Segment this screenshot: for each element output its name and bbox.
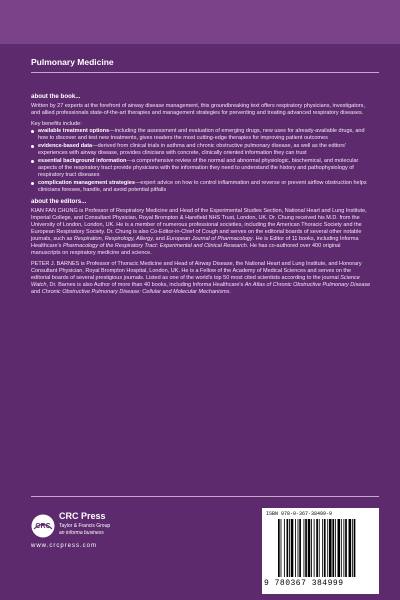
barcode-panel (262, 508, 379, 594)
barcode-number: 9 780367 384999 (264, 579, 344, 588)
benefit-term: evidence-based data (38, 143, 93, 149)
benefits-intro: Key benefits include: (31, 121, 82, 127)
about-book-heading: about the book... (31, 93, 81, 100)
benefit-term: complication management strategies (38, 180, 135, 186)
editor-bio-chung (31, 208, 371, 257)
bio-text: . He has co-authored over 400 original manuscripts on respiratory medicine and science. (31, 243, 341, 256)
benefit-text: —expert advice on how to control inflammation and reverse or prevent airflow obstruction helps clinicians foresee, handle, and avoid potential pitfalls (38, 180, 367, 193)
barcode-icon (278, 519, 375, 577)
journal-titles: Respiration, Respirology, Allergy, (73, 236, 155, 242)
bio-text: . He is Editor of 11 books, including Informa Healthcare's (31, 236, 359, 249)
book-title: An Atlas of Chronic Obstructive Pulmonary Disease (244, 282, 371, 288)
book-title: Chronic Obstructive Pulmonary Disease: Cellular and Molecular Mechanisms (41, 289, 230, 295)
isbn-text: ISBN 978-0-367-38499-9 (266, 511, 333, 517)
benefit-text: —including the assessment and evaluation of emerging drugs, new uses for already-available drugs, and how to discover and test new treatments, gives readers the most cutting-edge therapies for improving patient outcomes (38, 128, 365, 141)
benefit-item (31, 143, 371, 157)
about-book-intro: Written by 27 experts at the forefront of airway disease management, this groundbreaking text offers respiratory physicians, investigators, and allied professionals state-of-the-art therapies and management strategies for preventing and treating advanced respiratory diseases. (31, 103, 365, 116)
benefit-item (31, 128, 371, 142)
publisher-tagline: an informa business (59, 530, 104, 536)
bio-text: PETER J. BARNES is Professor of Thoracic Medicine and Head of Airway Disease, the National Heart and Lung Institute, and Honorary Consultant Physician, Royal Brompton Hospital, London, UK. He is a Fellow of the Academy of Medical Sciences and serves on the editorial boards of several prestigious journals. Listed as one of the world's top 50 most cited scientists according to the journal (31, 261, 362, 281)
publisher-group: Taylor & Francis Group (59, 523, 111, 529)
bio-text: and (31, 289, 42, 295)
editor-bio-barnes (31, 261, 371, 296)
publisher-name: CRC Press (59, 511, 106, 521)
book-title: Pharmacology of the Respiratory Tract: Experimental and Clinical Research (62, 243, 247, 249)
series-title: Pulmonary Medicine (31, 57, 114, 67)
journal-title: Science Watch (31, 275, 360, 288)
bullet-icon (31, 145, 34, 148)
bio-text: . (229, 289, 231, 295)
benefit-term: essential background information (38, 158, 127, 164)
bio-text: , Dr. Barnes is also Author of more than 40 books, including Informa Healthcare's (46, 282, 245, 288)
benefit-text: —a comprehensive review of the normal and abnormal physiologic, biochemical, and molecular aspects of the respiratory tract provide physicians with the information they need to understand the history and pathophysiology of respiratory tract diseases (38, 158, 359, 178)
back-cover-text (31, 93, 371, 300)
bullet-icon (31, 130, 34, 133)
crc-press-logo-icon (31, 514, 55, 538)
publisher-url: www.crcpress.com (31, 543, 98, 549)
benefit-item (31, 158, 371, 179)
about-editors-heading: about the editors... (31, 198, 87, 205)
bullet-icon (31, 182, 34, 185)
benefit-term: available treatment options (38, 128, 110, 134)
benefit-item (31, 180, 371, 194)
logo-text: CRC (35, 523, 51, 530)
series-divider (31, 72, 379, 73)
benefits-list (31, 128, 371, 194)
top-color-band (0, 0, 400, 44)
bio-text: and (154, 236, 167, 242)
journal-title: European Journal of Pharmacology (166, 236, 253, 242)
benefit-text: —derived from clinical trials in asthma and chronic obstructive pulmonary disease, as well as the editors' experiences with airway disease, provides clinicians with concrete, clinically oriented information they can trust (38, 143, 346, 156)
footer-divider (31, 496, 379, 497)
bullet-icon (31, 160, 34, 163)
bio-text: KIAN FAN CHUNG is Professor of Respiratory Medicine and Head of the Experimental Studies Section, National Heart and Lung Institute, Imperial College, and Consultant Physician, Royal Brompton & Harefield NHS Trust, London, UK. Dr. Chung received his M.D. from the University of London, London, UK. He is a member of numerous professional societies, including the American Thoracic Society and the European Respiratory Society. Dr. Chung is also Co-Editor-in-Chief of Cough and serves on the editorial boards of several other notable journals, such as (31, 208, 367, 242)
